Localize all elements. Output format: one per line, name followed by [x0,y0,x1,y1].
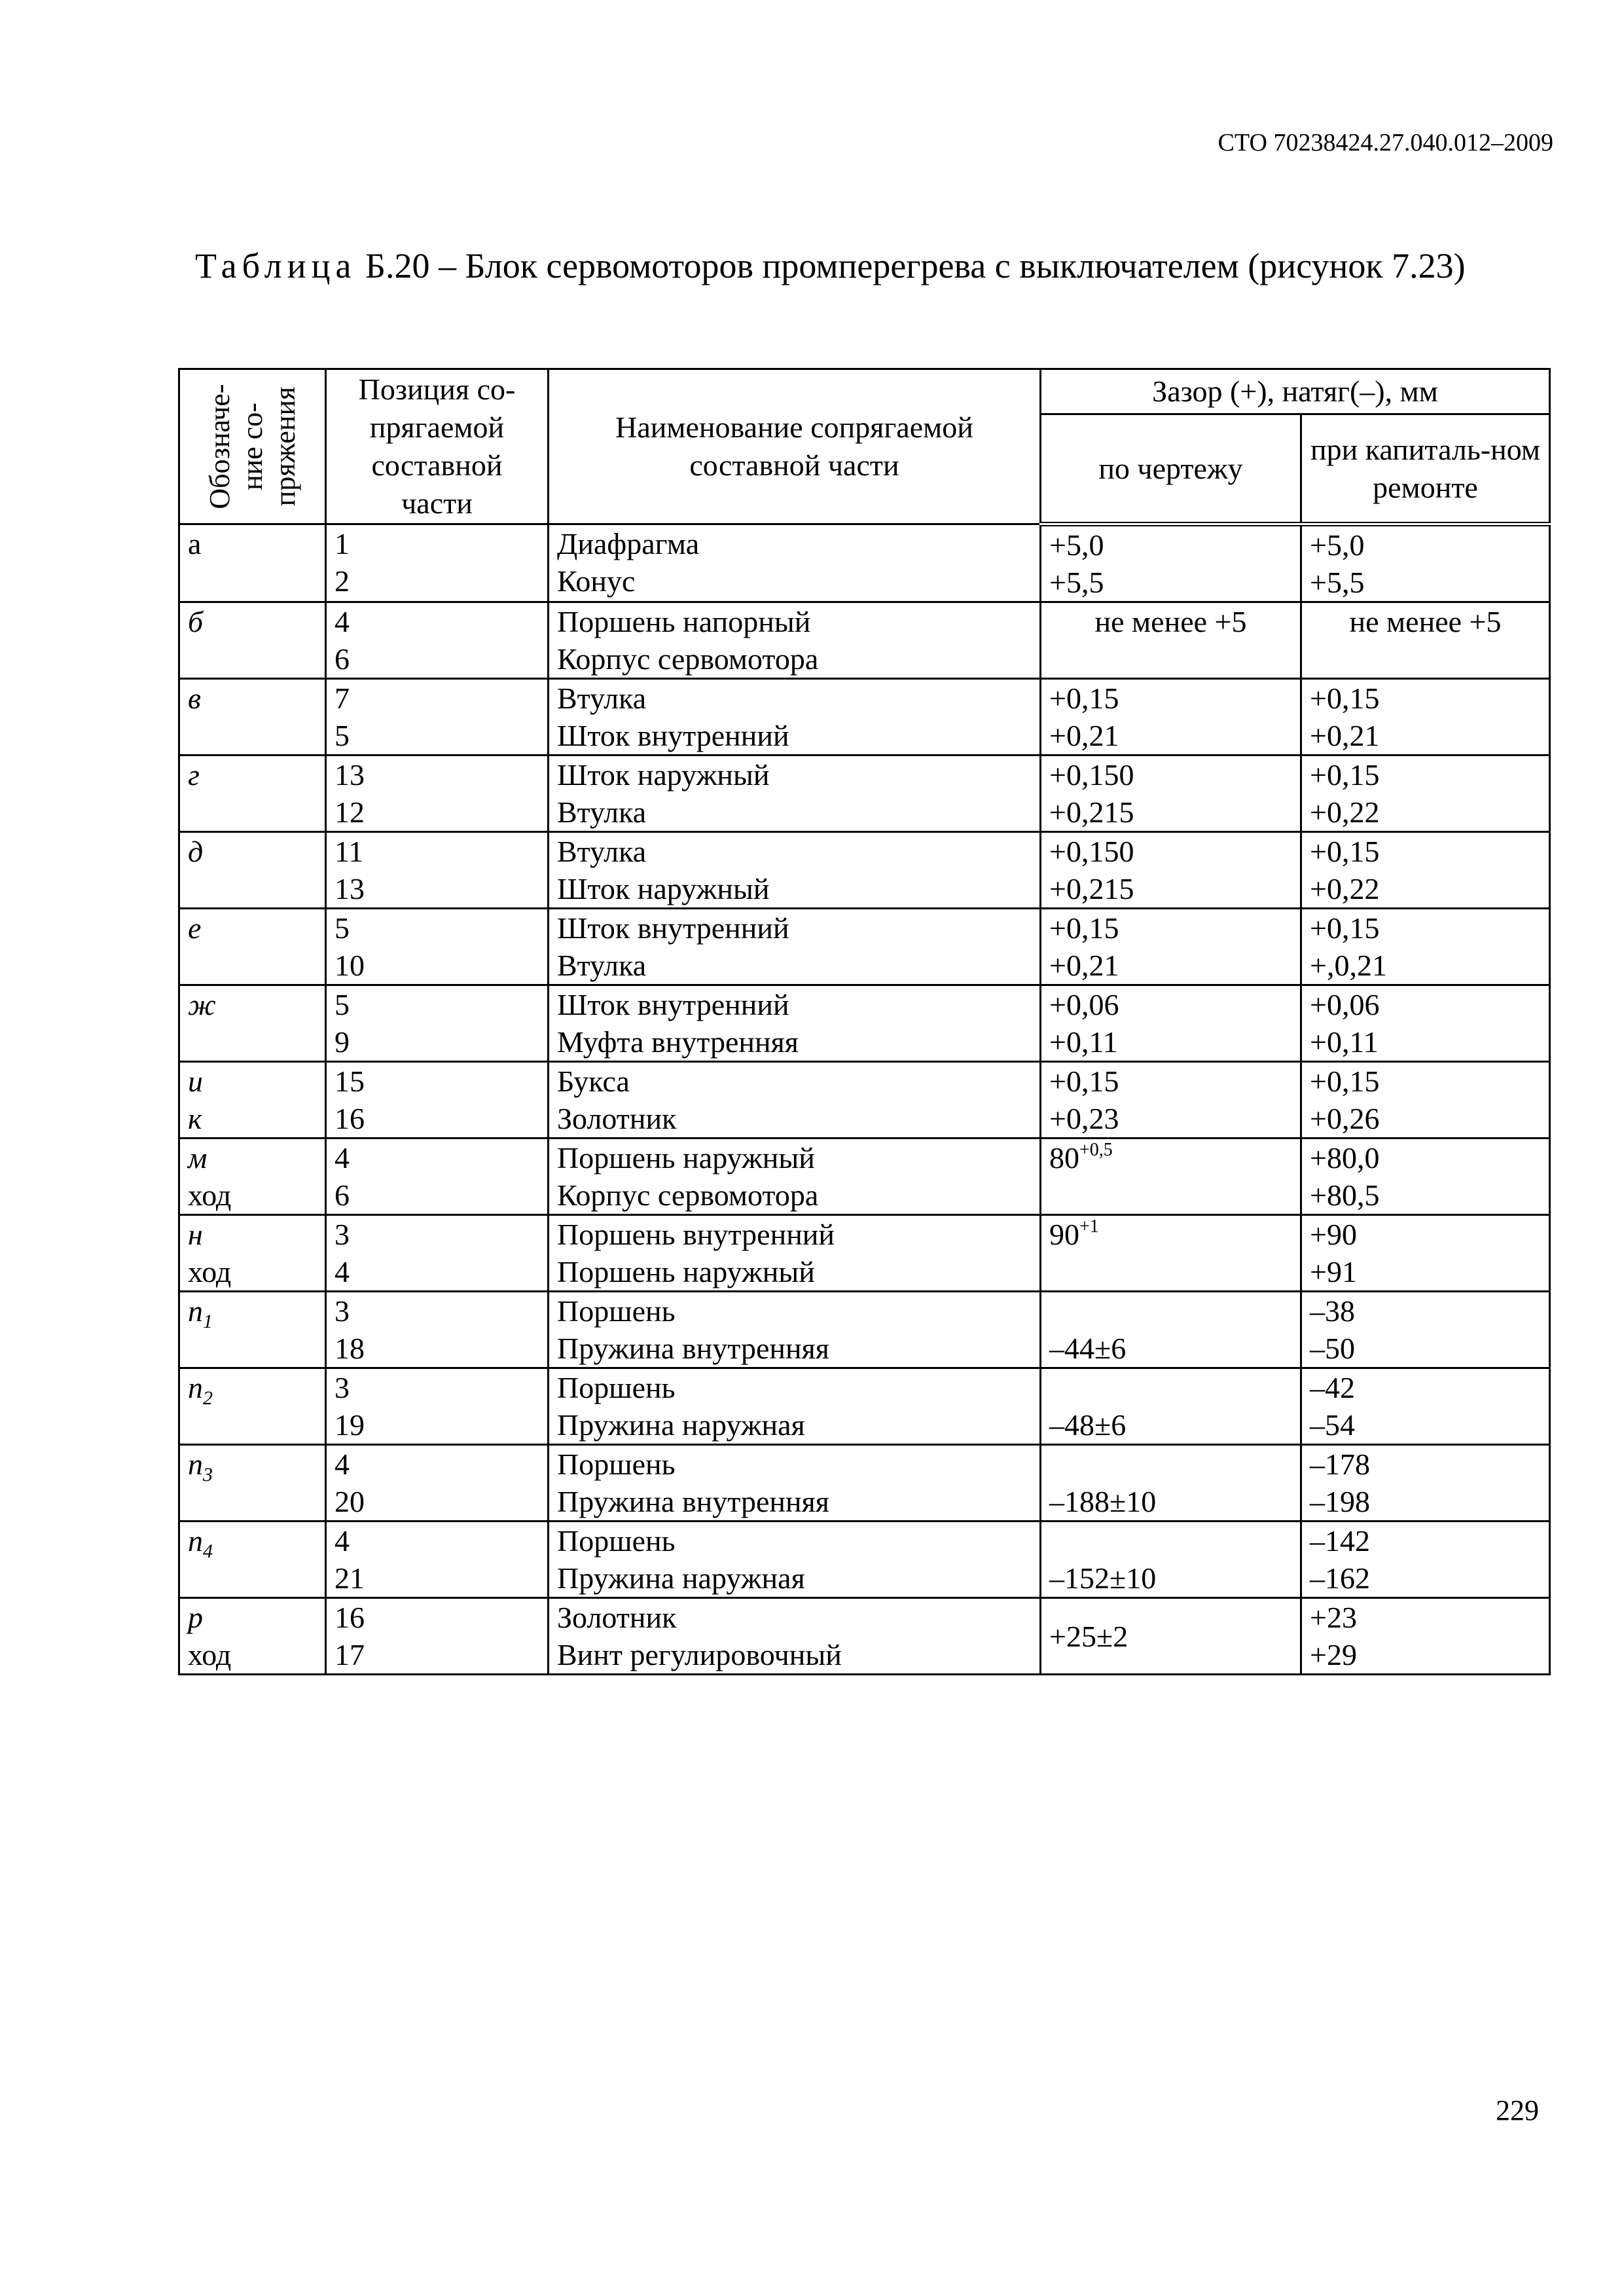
designation-letter: а [188,527,202,560]
by-drawing-cell [1041,1292,1301,1368]
cell-line [1049,640,1292,678]
overhaul-cell [1301,1139,1550,1215]
cell-line: +0,22 [1310,872,1380,905]
cell-line: –48±6 [1049,1408,1127,1442]
cell-line: Шток наружный [557,758,770,792]
table-row [179,1445,1550,1522]
name-cell [549,985,1041,1062]
cell-line: +0,21 [1049,719,1119,752]
table-row [179,985,1550,1062]
cell-line: +0,15 [1310,1065,1380,1098]
designation-letter: ж [188,988,216,1021]
cell-line: +0,15 [1049,682,1119,715]
overhaul-cell [1301,1598,1550,1675]
cell-line: Поршень [557,1524,676,1558]
cell-line: 16 [334,1102,365,1135]
cell-line: +5,0 [1310,528,1365,562]
cell-line: 4 [334,1448,350,1481]
by-drawing-cell [1041,1522,1301,1598]
cell-line: +0,15 [1310,911,1380,945]
by-drawing-cell [1041,1139,1301,1215]
cell-line: 6 [334,1178,350,1212]
designation-letter: п [188,1524,203,1558]
cell-line: +0,150 [1049,835,1134,868]
cell-line: 17 [334,1638,365,1671]
cell-line: +0,26 [1310,1102,1380,1135]
by-drawing-cell [1041,1598,1301,1675]
designation-index: 1 [203,1311,213,1333]
cell-line: –188±10 [1049,1485,1157,1518]
designation-letter: п [188,1448,203,1481]
cell-line: +0,11 [1310,1025,1379,1059]
cell-line: Пружина внутренняя [557,1332,829,1365]
cell-line: –198 [1310,1485,1370,1518]
name-cell [549,524,1041,602]
document-code: СТО 70238424.27.040.012–2009 [1218,129,1553,156]
designation-letter: в [188,682,201,715]
cell-line: –178 [1310,1448,1370,1481]
cell-line [1049,1369,1292,1406]
cell-line: ход [188,1178,232,1212]
cell-line: Поршень наружный [557,1255,815,1288]
cell-line: +80,0 [1310,1141,1380,1175]
name-cell [549,1292,1041,1368]
cell-line: +0,150 [1049,758,1134,792]
by-drawing-cell [1041,756,1301,832]
table-row [179,679,1550,756]
name-cell [549,1368,1041,1445]
cell-line: +,0,21 [1310,949,1387,982]
cell-line: Поршень [557,1294,676,1328]
cell-line: +90 [1310,1218,1357,1251]
cell-line: н [188,1218,203,1251]
position-cell [326,909,549,985]
cell-line: Корпус сервомотора [557,642,819,676]
cell-line: +0,15 [1310,758,1380,792]
cell-line: –38 [1310,1294,1355,1328]
cell-line: –50 [1310,1332,1355,1365]
cell-line: –162 [1310,1561,1370,1595]
designation-letter: п [188,1294,203,1328]
overhaul-cell [1301,524,1550,602]
position-cell [326,985,549,1062]
header-by-drawing: по чертежу [1041,414,1301,524]
designation-cell [179,1445,326,1522]
name-cell [549,909,1041,985]
position-cell [326,1139,549,1215]
designation-index: 2 [203,1387,213,1410]
table-row [179,1522,1550,1598]
position-cell [326,602,549,679]
cell-line: +5,0 [1049,528,1104,562]
cell-line: –142 [1310,1524,1370,1558]
cell-line [1049,1216,1292,1253]
name-cell [549,1522,1041,1598]
cell-line: 5 [334,988,350,1021]
name-cell [549,756,1041,832]
cell-line: 15 [334,1065,365,1098]
cell-line: –152±10 [1049,1561,1157,1595]
position-cell [326,679,549,756]
position-cell [326,1445,549,1522]
value-base: 80 [1049,1141,1079,1175]
position-cell [326,832,549,909]
cell-line: +5,5 [1310,566,1365,599]
cell-line [1310,640,1541,678]
by-drawing-cell [1041,524,1301,602]
overhaul-cell [1301,1062,1550,1139]
cell-line: Золотник [557,1102,677,1135]
by-drawing-cell [1041,679,1301,756]
overhaul-cell [1301,1368,1550,1445]
name-cell [549,602,1041,679]
designation-cell [179,985,326,1062]
designation-cell [179,1522,326,1598]
cell-line: Втулка [557,949,647,982]
designation-cell [179,832,326,909]
designation-index: 3 [203,1464,213,1486]
table-row [179,1292,1550,1368]
cell-line: 19 [334,1408,365,1442]
cell-line: Шток внутренний [557,911,789,945]
cell-line: 5 [334,911,350,945]
designation-letter: б [188,605,204,638]
header-gap-group: Зазор (+), натяг(–), мм [1041,369,1550,414]
designation-letter: г [188,758,200,792]
caption-label: Таблица [195,246,357,285]
by-drawing-cell [1041,602,1301,679]
position-cell [326,1215,549,1292]
cell-line: Букса [557,1065,630,1098]
cell-line: Поршень [557,1371,676,1404]
cell-line: и [188,1065,203,1098]
cell-line: +0,22 [1310,795,1380,829]
designation-cell [179,909,326,985]
cell-line: м [188,1141,208,1175]
name-cell [549,1139,1041,1215]
position-cell [326,1522,549,1598]
cell-line: 7 [334,682,350,715]
cell-line: не менее +5 [1349,605,1502,638]
cell-line: Пружина наружная [557,1561,805,1595]
cell-line: +23 [1310,1601,1357,1634]
caption-text: Б.20 – Блок сервомоторов промперегрева с выключателем (рисунок 7.23) [356,246,1466,285]
cell-line: 1 [334,527,350,560]
cell-line [1049,1139,1292,1176]
overhaul-cell [1301,909,1550,985]
cell-line: +0,21 [1049,949,1119,982]
overhaul-cell [1301,832,1550,909]
header-overhaul: при капиталь-ном ремонте [1301,414,1550,524]
spec-table [178,368,1551,1675]
cell-line: не менее +5 [1094,605,1247,638]
cell-line: 9 [334,1025,350,1059]
cell-line: Винт регулировочный [557,1638,842,1671]
cell-line: 13 [334,758,365,792]
cell-line: 13 [334,872,365,905]
tolerance-superscript: +0,5 [1079,1140,1113,1160]
header-name: Наименование сопрягаемой составной части [549,369,1041,524]
cell-line: ход [188,1638,232,1671]
designation-cell [179,1598,326,1675]
cell-line: +29 [1310,1638,1357,1671]
designation-letter: д [188,835,204,868]
cell-line [1049,1292,1292,1330]
position-cell [326,756,549,832]
cell-line: 12 [334,795,365,829]
overhaul-cell [1301,1522,1550,1598]
cell-line [1049,1522,1292,1559]
table-row [179,524,1550,602]
cell-line: Пружина внутренняя [557,1485,829,1518]
overhaul-cell [1301,1445,1550,1522]
cell-line: 16 [334,1601,365,1634]
cell-line: Поршень внутренний [557,1218,835,1251]
cell-line: +0,215 [1049,872,1134,905]
cell-line: 4 [334,1141,350,1175]
position-cell [326,1598,549,1675]
position-cell [326,1062,549,1139]
designation-letter: п [188,1371,203,1404]
cell-line: 10 [334,949,365,982]
cell-line: Муфта внутренняя [557,1025,799,1059]
value-base: 90 [1049,1218,1079,1251]
overhaul-cell [1301,679,1550,756]
designation-letter: е [188,911,202,945]
name-cell [549,1598,1041,1675]
cell-line: 3 [334,1294,350,1328]
cell-line: +0,215 [1049,795,1134,829]
table-row [179,1062,1550,1139]
name-cell [549,1062,1041,1139]
cell-line: +0,23 [1049,1102,1119,1135]
cell-line: +0,15 [1310,835,1380,868]
cell-line: +0,15 [1310,682,1380,715]
cell-line: +91 [1310,1255,1357,1288]
by-drawing-cell [1041,832,1301,909]
table-caption [195,244,1550,288]
designation-cell [179,1139,326,1215]
by-drawing-cell [1041,1062,1301,1139]
cell-line: 5 [334,719,350,752]
cell-line: +80,5 [1310,1178,1380,1212]
cell-line: Поршень [557,1448,676,1481]
name-cell [549,1215,1041,1292]
cell-line: +0,15 [1049,1065,1119,1098]
designation-cell [179,1062,326,1139]
by-drawing-cell [1041,909,1301,985]
cell-line: –54 [1310,1408,1355,1442]
cell-line: 20 [334,1485,365,1518]
cell-line: 3 [334,1218,350,1251]
table-row [179,756,1550,832]
designation-cell [179,679,326,756]
header-position: Позиция со-прягаемой составной части [326,369,549,524]
cell-line: Поршень напорный [557,605,811,638]
table-row [179,1598,1550,1675]
overhaul-cell [1301,602,1550,679]
cell-line: Корпус сервомотора [557,1178,819,1212]
cell-line: к [188,1102,202,1135]
overhaul-cell [1301,1215,1550,1292]
by-drawing-cell [1041,985,1301,1062]
cell-line: р [188,1601,203,1634]
cell-line [1049,1446,1292,1483]
by-drawing-cell [1041,1368,1301,1445]
cell-line: 6 [334,642,350,676]
name-cell [549,679,1041,756]
cell-line: 21 [334,1561,365,1595]
overhaul-cell [1301,985,1550,1062]
cell-line: +0,15 [1049,911,1119,945]
cell-line: –44±6 [1049,1332,1127,1365]
cell-line: +0,06 [1310,988,1380,1021]
cell-line: 11 [334,835,364,868]
by-drawing-cell [1041,1215,1301,1292]
cell-line: Пружина наружная [557,1408,805,1442]
cell-line: +5,5 [1049,566,1104,599]
cell-line: Шток внутренний [557,988,789,1021]
cell-line: Золотник [557,1601,677,1634]
name-cell [549,1445,1041,1522]
table-row [179,909,1550,985]
designation-cell [179,1215,326,1292]
table-row [179,1368,1550,1445]
cell-line: Шток наружный [557,872,770,905]
cell-line: +0,21 [1310,719,1380,752]
table-row [179,602,1550,679]
header-designation: Обозначе-ние со-пряжения [179,369,326,524]
cell-line: –42 [1310,1371,1355,1404]
designation-index: 4 [203,1540,213,1563]
cell-line: Втулка [557,682,647,715]
overhaul-cell [1301,1292,1550,1368]
table-row [179,1215,1550,1292]
by-drawing-cell [1041,1445,1301,1522]
cell-line: 18 [334,1332,365,1365]
cell-line: 4 [334,1255,350,1288]
cell-line: 4 [334,1524,350,1558]
name-cell [549,832,1041,909]
cell-line: Втулка [557,835,647,868]
spec-table-body [179,524,1550,1675]
position-cell [326,524,549,602]
cell-line: 3 [334,1371,350,1404]
cell-line: ход [188,1255,232,1288]
cell-line: Диафрагма [557,527,700,560]
designation-cell [179,1292,326,1368]
position-cell [326,1368,549,1445]
designation-cell [179,524,326,602]
page-number: 229 [1496,2094,1539,2126]
cell-line: Шток внутренний [557,719,789,752]
cell-line: 2 [334,564,350,598]
designation-cell [179,756,326,832]
cell-line: Втулка [557,795,647,829]
cell-value: +25±2 [1049,1619,1128,1653]
table-row [179,832,1550,909]
cell-line: +0,11 [1049,1025,1118,1059]
overhaul-cell [1301,756,1550,832]
cell-line: Поршень наружный [557,1141,815,1175]
designation-cell [179,1368,326,1445]
cell-line: 4 [334,605,350,638]
position-cell [326,1292,549,1368]
cell-line: +0,06 [1049,988,1119,1021]
cell-line: Конус [557,564,636,598]
table-row [179,1139,1550,1215]
designation-cell [179,602,326,679]
tolerance-superscript: +1 [1079,1216,1099,1237]
